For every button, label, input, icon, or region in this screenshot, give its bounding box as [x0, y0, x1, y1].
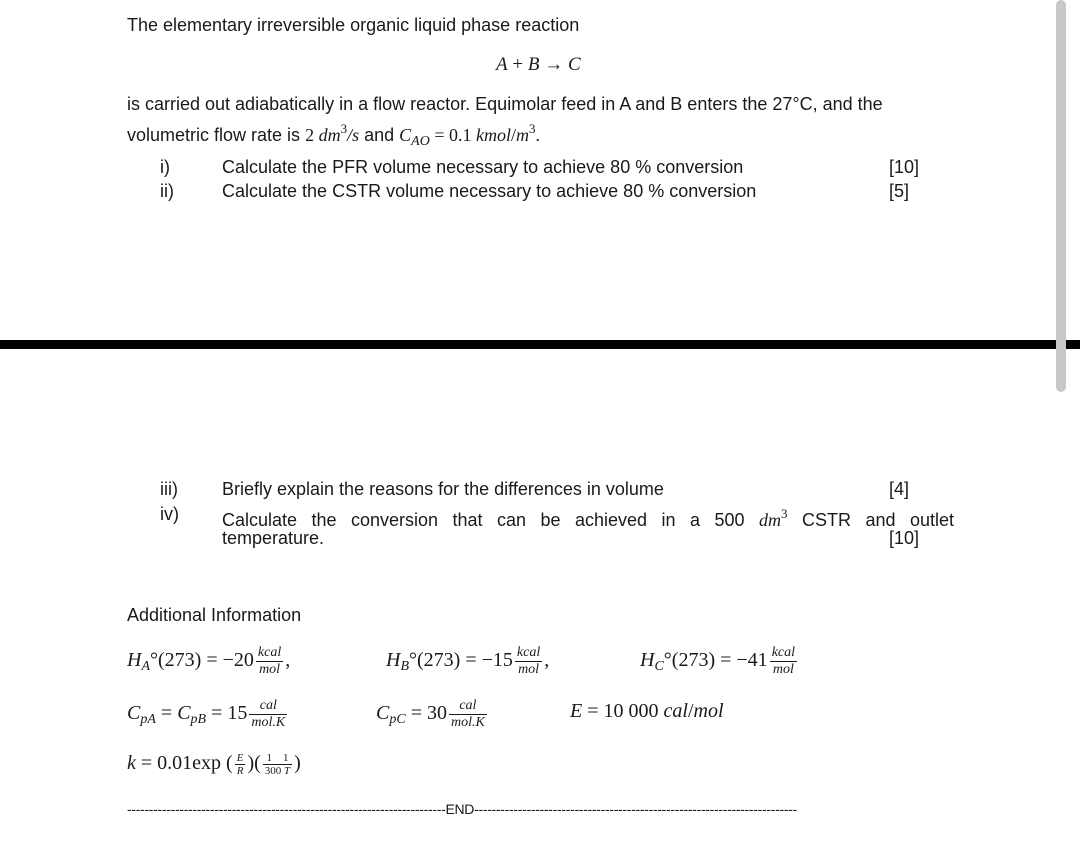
question-marks: [4]: [889, 479, 910, 499]
cao-value: $C_{AO} = 0.1$ kmol/$m^3$.: [399, 121, 540, 149]
question-text: Calculate the CSTR volume necessary to achieve 80 % conversion: [222, 181, 757, 201]
activation-energy-equation: E = 10 000 cal/mol: [570, 700, 724, 722]
question-number: iv): [160, 504, 179, 524]
heat-capacity-ab-equation: $C_{pA} = C_{pB} = 15$ $\frac{\text{cal}}{\text{mol.K}}$: [127, 698, 286, 730]
flow-rate-value: 2 $dm^3/s$: [305, 121, 360, 145]
description-line-2: volumetric flow rate is 2 $dm^3/s$ and $C_{AO} = 0.1$ kmol/$m^3$.: [127, 121, 540, 149]
additional-info-heading: Additional Information: [127, 605, 302, 625]
volume-unit: $dm^3$: [759, 506, 788, 530]
question-text-continued: temperature.: [222, 528, 325, 548]
end-marker: -------------------------------------------------------------------------END--------------------------------------------------------------------------: [127, 801, 797, 817]
scrollbar[interactable]: [1056, 0, 1066, 392]
question-text: Calculate the conversion that can be achieved in a 500 $dm^3$ CSTR and outlet: [222, 506, 954, 530]
enthalpy-a-equation: $H_A^\circ(273) = -20$ $\frac{\text{kcal}}{\text{mol}}$ ,: [127, 645, 291, 677]
page-break-bar: [0, 340, 1080, 349]
question-number: i): [160, 157, 170, 177]
description-line-1: is carried out adiabatically in a flow reactor. Equimolar feed in A and B enters the 27°C, and the: [127, 94, 883, 114]
reaction-equation: A + B → C: [496, 54, 581, 75]
intro-text: The elementary irreversible organic liquid phase reaction: [127, 15, 580, 35]
enthalpy-c-equation: $H_C^\circ(273) = -41$ $\frac{\text{kcal}}{\text{mol}}$: [640, 645, 796, 677]
question-marks: [5]: [889, 181, 910, 201]
question-number: iii): [160, 479, 178, 499]
question-text: Briefly explain the reasons for the differences in volume: [222, 479, 664, 499]
question-number: ii): [160, 181, 174, 201]
heat-capacity-c-equation: $C_{pC} = 30$ $\frac{\text{cal}}{\text{mol.K}}$: [376, 698, 485, 730]
enthalpy-b-equation: $H_B^\circ(273) = -15$ $\frac{\text{kcal}}{\text{mol}}$ ,: [386, 645, 550, 677]
question-text: Calculate the PFR volume necessary to achieve 80 % conversion: [222, 157, 744, 177]
rate-constant-equation: k = 0.01exp ( $\frac{E}{R}$ )( $\frac{1 1}{300 T}$ ): [127, 751, 301, 777]
question-marks: [10]: [889, 528, 920, 548]
question-marks: [10]: [889, 157, 920, 177]
